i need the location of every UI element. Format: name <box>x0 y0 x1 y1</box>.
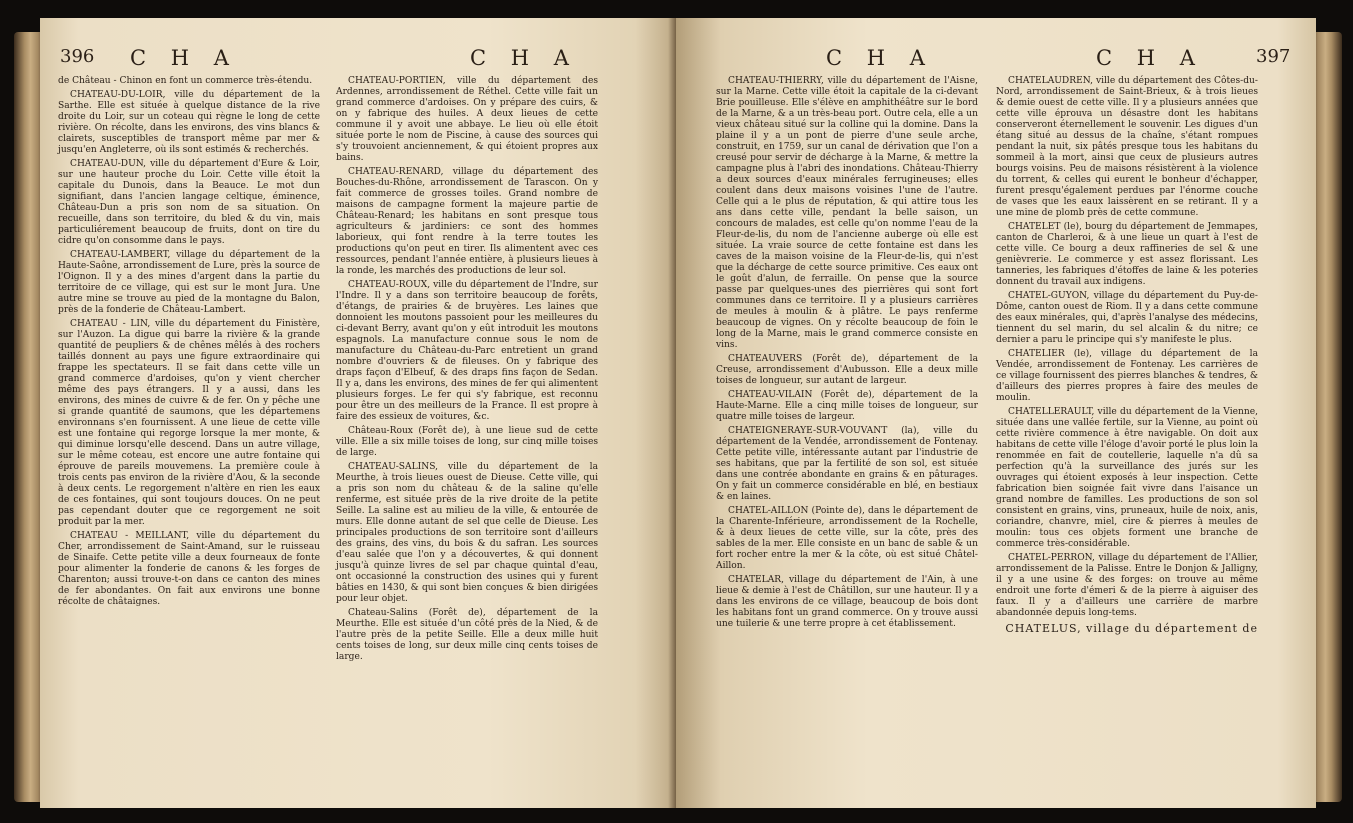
running-head: C H A <box>826 46 934 70</box>
entry: CHATEAU - MEILLANT, ville du département du Cher, arrondissement de Saint-Amand, sur le ruisseau de Sinaife. Cette petite ville a deux fourneaux de fonte pour alimenter la fonderie de canons & les forges de Charenton; aussi trouve-t-on dans ce canton des mines de fer abondantes. On fait aux environs une bonne récolte de châtaignes. <box>58 531 320 607</box>
left-page-column-1 <box>58 76 320 611</box>
entry: CHATEAU-PORTIEN, ville du département des Ardennes, arrondissement de Réthel. Cette ville fait un grand commerce d'ardoises. On y prépare des cuirs, & on y fabrique des huiles. A deux lieues de cette commune il y avoit une abbaye. Le lieu où elle étoit située porte le nom de Piscine, à cause des sources qui s'y trouvoient anciennement, & qui étoient propres aux bains. <box>336 76 598 163</box>
entry: CHATEIGNERAYE-SUR-VOUVANT (la), ville du département de la Vendée, arrondissement de Fontenay. Cette petite ville, intéressante autant par l'industrie de ses habitans, que par la fertilité de son sol, est située dans une contrée abondante en grains & en pâturages. On y fait un commerce considérable en blé, en bestiaux & en laines. <box>716 426 978 502</box>
entry: CHATELAR, village du département de l'Ain, à une lieue & demie à l'est de Châtillon, sur une hauteur. Il y a dans les environs de ce village, beaucoup de bois dont les habitans font un grand commerce. On y trouve aussi une tuilerie & une terre propre à cet établissement. <box>716 575 978 629</box>
page-number: 396 <box>60 46 95 67</box>
page-number: 397 <box>1256 46 1291 67</box>
left-page-header <box>40 44 680 76</box>
running-head: C H A <box>470 46 578 70</box>
right-page-column-1 <box>716 76 978 633</box>
entry: de Château - Chinon en font un commerce très-étendu. <box>58 76 313 86</box>
entry: CHATEAU - LIN, ville du département du Finistère, sur l'Auzon. La digue qui barre la rivière & la grande quantité de peupliers & de chênes mêlés à des rochers taillés donnent au pays une figure extraordinaire qui frappe les spectateurs. Il se fait dans cette ville un grand commerce d'ardoises, qu'on y vient chercher même des pays étrangers. Il y a aussi, dans les environs, des mines de cuivre & de fer. On y pêche une si grande quantité de saumons, que les départemens environnans s'en fournissent. A une lieue de cette ville est une fontaine qui regorge lorsque la mer monte, & qui diminue lorsqu'elle descend. Dans un autre village, sur le même coteau, est encore une autre fontaine qui éprouve de pareils mouvemens. La première coule à trois cents pas environ de la rivière d'Aou, & la seconde à deux cents. Le regorgement n'altère en rien les eaux de ces fontaines, qui sont toujours douces. On ne peut pas cependant douter que ce regorgement ne soit produit par la mer. <box>58 319 320 527</box>
entry: CHATEAU-VILAIN (Forêt de), département de la Haute-Marne. Elle a cinq mille toises de longueur, sur quatre mille toises de largeur. <box>716 390 978 422</box>
running-head: C H A <box>1096 46 1204 70</box>
entry: CHATEL-GUYON, village du département du Puy-de-Dôme, canton ouest de Riom. Il y a dans cette commune des eaux minérales, qui, d'après l'analyse des médecins, tiennent du sel marin, du sel alcalin & du nitre; ce dernier a paru le principe qui s'y manifeste le plus. <box>996 291 1258 345</box>
entry: CHATEAU-LAMBERT, village du département de la Haute-Saône, arrondissement de Lure, près la source de l'Oignon. Il y a des mines d'argent dans la partie du territoire de ce village, qui est sur le mont Jura. Une autre mine se trouve au pied de la montagne du Balon, près de la fonderie de Château-Lambert. <box>58 250 320 315</box>
right-page-column-2 <box>996 76 1258 645</box>
entry: CHATEAU-THIERRY, ville du département de l'Aisne, sur la Marne. Cette ville étoit la capitale de la ci-devant Brie pouilleuse. Elle s'élève en amphithéâtre sur le bord de la Marne, & a un très-beau port. Outre cela, elle a un vieux château situé sur la colline qui la domine. Dans la plaine il y a un pont de pierre d'une seule arche, construit, en 1759, sur un canal de dérivation que l'on a creusé pour servir de décharge à la Marne, & mettre la campagne plus à l'abri des inondations. Château-Thierry a deux sources d'eaux minérales ferrugineuses; elles coulent dans deux maisons voisines l'une de l'autre. Celle qui a le plus de réputation, & qui attire tous les ans dans cette ville, pendant la belle saison, un concours de malades, est celle qu'on nomme l'eau de la Fleur-de-lis, du nom de l'ancienne auberge où elle est située. La vraie source de cette fontaine est dans les caves de la maison voisine de la Fleur-de-lis, qui n'est que la décharge de cette source primitive. Ces eaux ont le goût d'alun, de ferraille. On pense que la source passe par quelques-unes des pierrières qui sont fort communes dans ce territoire. Il y a plusieurs carrières de meules à moulin & à plâtre. Le pays renferme beaucoup de vignes. On y récolte beaucoup de foin le long de la Marne, mais le grand commerce consiste en vins. <box>716 76 978 350</box>
entry: CHATEAU-DUN, ville du département d'Eure & Loir, sur une hauteur proche du Loir. Cette ville étoit la capitale du Dunois, dans la Beauce. Le mot dun signifiant, dans l'ancien langage celtique, éminence, Château-Dun a pris son nom de sa situation. On recueille, dans son territoire, du bled & du vin, mais particuliérement beaucoup de fruits, dont on tire du cidre qu'on consomme dans le pays. <box>58 159 320 246</box>
entry: CHATEAU-ROUX, ville du département de l'Indre, sur l'Indre. Il y a dans son territoire beaucoup de forêts, d'étangs, de prairies & de bruyères. Les laines que donnoient les moutons passoient pour les meilleures du ci-devant Berry, avant qu'on y eût introduit les moutons espagnols. La manufacture connue sous le nom de manufacture du Château-du-Parc entretient un grand nombre d'ouvriers & de fileuses. On y fabrique des draps façon d'Elbeuf, & des draps fins façon de Sedan. Il y a, dans les environs, des mines de fer qui alimentent plusieurs forges. Le fer qui s'y fabrique, est reconnu pour être un des meilleurs de la France. Il est propre à faire des essieux de voitures, &c. <box>336 280 598 422</box>
entry: CHATEL-AILLON (Pointe de), dans le département de la Charente-Inférieure, arrondissement de la Rochelle, & à deux lieues de cette ville, sur la côte, près des sables de la mer. Elle consiste en un banc de sable & un fort rocher entre la mer & la côte, où est situé Châtel-Aillon. <box>716 506 978 571</box>
left-page <box>40 18 680 808</box>
right-page <box>676 18 1316 808</box>
entry: CHATEAU-DU-LOIR, ville du département de la Sarthe. Elle est située à quelque distance de la rive droite du Loir, sur un coteau qui règne le long de cette rivière. On récolte, dans les environs, des vins blancs & clairets, susceptibles de transport même par mer & jusqu'en Angleterre, où ils sont estimés & recherchés. <box>58 90 320 155</box>
entry: CHATELIER (le), village du département de la Vendée, arrondissement de Fontenay. Les carrières de ce village fournissent des pierres blanches & tendres, & d'ailleurs des pierres propres à faire des meules de moulin. <box>996 349 1258 403</box>
entry: CHATELET (le), bourg du département de Jemmapes, canton de Charleroi, & à une lieue un quart à l'est de cette ville. Ce bourg a deux raffineries de sel & une genièvrerie. Le commerce y est assez florissant. Les tanneries, les fabriques d'étoffes de laine & les poteries donnent du travail aux indigens. <box>996 222 1258 287</box>
running-head: C H A <box>130 46 238 70</box>
entry: CHATEAU-SALINS, ville du département de la Meurthe, à trois lieues ouest de Dieuse. Cette ville, qui a pris son nom du château & de la saline qu'elle renferme, est située près de la rive droite de la petite Seille. La saline est au milieu de la ville, & entourée de murs. Elle donne autant de sel que celle de Dieuse. Les principales productions de son territoire sont d'ailleurs des grains, des vins, du bois & du safran. Les sources d'eau salée que l'on y a découvertes, & qui donnent jusqu'à quinze livres de sel par chaque quintal d'eau, ont occasionné la construction des usines qui y furent bâties en 1430, & qui sont bien conçues & bien dirigées pour leur objet. <box>336 462 598 604</box>
entry: CHATEAU-RENARD, village du département des Bouches-du-Rhône, arrondissement de Tarascon. On y fait commerce de grosses toiles. Grand nombre de maisons de campagne forment la majeure partie de Château-Renard; les habitans en sont presque tous agriculteurs & jardiniers: ce sont des hommes laborieux, qui font rendre à la terre toutes les productions qu'on peut en tirer. Ils alimentent avec ces ressources, pendant l'année entière, à plusieurs lieues à la ronde, les marchés des productions de leur sol. <box>336 167 598 276</box>
left-page-column-2 <box>336 76 598 666</box>
entry: Château-Roux (Forêt de), à une lieue sud de cette ville. Elle a six mille toises de long, sur cinq mille toises de large. <box>336 426 598 458</box>
catchword: CHATELUS, village du département de <box>1005 622 1258 635</box>
entry: CHATELLERAULT, ville du département de la Vienne, située dans une vallée fertile, sur la Vienne, au point où cette rivière commence à être navigable. On doit aux habitans de cette ville l'éloge d'avoir porté le plus loin la renommée en fait de coutellerie, laquelle n'a dû sa perfection qu'à la surveillance des jurés sur les ouvrages qui étoient exposés à leur inspection. Cette fabrication bien soignée fait vivre dans l'aisance un grand nombre de familles. Les productions de son sol consistent en grains, vins, pruneaux, huile de noix, anis, coriandre, chanvre, miel, cire & pierres à meules de moulin: tous ces objets forment une branche de commerce très-considérable. <box>996 407 1258 549</box>
right-page-header <box>676 44 1316 76</box>
page-edges-right <box>1312 32 1342 802</box>
entry: Chateau-Salins (Forêt de), département de la Meurthe. Elle est située d'un côté près de la Nied, & de l'autre près de la petite Seille. Elle a deux mille huit cents toises de long, sur deux mille cinq cents toises de large. <box>336 608 598 662</box>
entry: CHATEL-PERRON, village du département de l'Allier, arrondissement de la Palisse. Entre le Donjon & Jalligny, il y a une usine & des forges: on trouve au même endroit une forte d'émeri & de la pierre à aiguiser des faux. Il y a d'ailleurs une carrière de marbre abandonnée depuis long-tems. <box>996 553 1258 618</box>
entry: CHATEAUVERS (Forêt de), département de la Creuse, arrondissement d'Aubusson. Elle a deux mille toises de longueur, sur autant de largeur. <box>716 354 978 386</box>
open-book <box>14 10 1342 816</box>
entry: CHATELAUDREN, ville du département des Côtes-du-Nord, arrondissement de Saint-Brieux, & à trois lieues & demie ouest de cette ville. Il y a plusieurs années que cette ville éprouva un désastre dont les habitans conserveront éternellement le souvenir. Les digues d'un étang situé au dessus de la chaîne, s'étant rompues pendant la nuit, six pâtés presque tous les habitans du sommeil à la mort, ainsi que ceux de plusieurs autres bourgs voisins. Peu de maisons résistèrent à la violence du torrent, & celles qui eurent le bonheur d'échapper, furent presqu'également perdues par l'énorme couche de vases que les eaux laissèrent en se retirant. Il y a une mine de plomb près de cette commune. <box>996 76 1258 218</box>
